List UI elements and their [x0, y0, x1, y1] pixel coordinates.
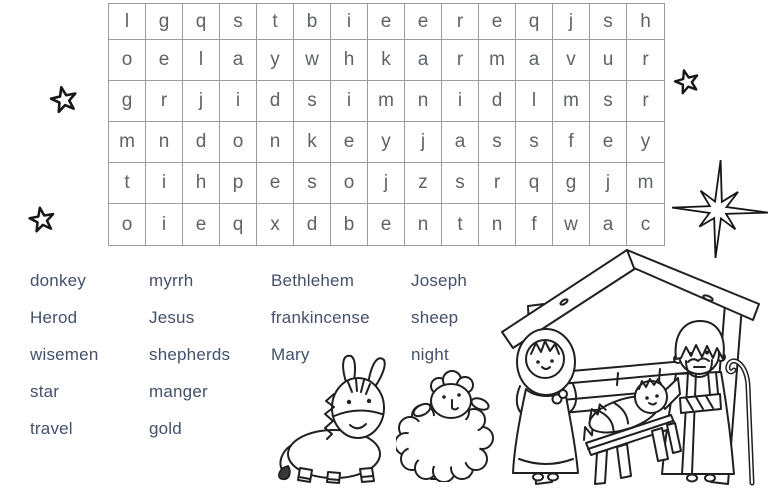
word-item: Mary [271, 344, 310, 364]
grid-cell[interactable]: v [553, 40, 590, 81]
grid-cell[interactable]: s [516, 122, 553, 163]
grid-cell[interactable]: r [627, 81, 664, 122]
small-star-right-icon [670, 65, 704, 99]
grid-cell[interactable]: i [220, 81, 257, 122]
grid-cell[interactable]: e [479, 4, 516, 40]
small-star-top-left-icon [47, 83, 81, 117]
grid-cell[interactable]: n [405, 204, 442, 245]
word-item: manger [149, 382, 208, 402]
grid-cell[interactable]: g [553, 163, 590, 204]
grid-cell[interactable]: w [294, 40, 331, 81]
grid-cell[interactable]: j [590, 163, 627, 204]
grid-cell[interactable]: a [516, 40, 553, 81]
grid-cell[interactable]: l [516, 81, 553, 122]
grid-cell[interactable]: r [442, 4, 479, 40]
grid-cell[interactable]: i [442, 81, 479, 122]
grid-cell[interactable]: b [331, 204, 368, 245]
grid-cell[interactable]: d [183, 122, 220, 163]
grid-cell[interactable]: m [109, 122, 146, 163]
grid-cell[interactable]: s [294, 81, 331, 122]
grid-cell[interactable]: e [368, 204, 405, 245]
grid-cell[interactable]: u [590, 40, 627, 81]
grid-cell[interactable]: e [368, 4, 405, 40]
grid-cell[interactable]: e [590, 122, 627, 163]
grid-cell[interactable]: r [146, 81, 183, 122]
word-item: frankincense [271, 307, 370, 327]
grid-cell[interactable]: i [146, 163, 183, 204]
word-item: myrrh [149, 270, 194, 290]
grid-cell[interactable]: a [590, 204, 627, 245]
word-search-grid [108, 3, 665, 246]
grid-cell[interactable]: s [294, 163, 331, 204]
grid-cell[interactable]: k [368, 40, 405, 81]
sheep-illustration [396, 366, 500, 482]
word-item: Bethlehem [271, 270, 355, 290]
word-list-column-4 [411, 262, 467, 374]
grid-cell[interactable]: o [220, 122, 257, 163]
grid-cell[interactable]: m [479, 40, 516, 81]
grid-cell[interactable]: i [331, 4, 368, 40]
word-item: donkey [30, 270, 87, 290]
word-item: travel [30, 419, 73, 439]
grid-cell[interactable]: n [479, 204, 516, 245]
grid-cell[interactable]: a [442, 122, 479, 163]
grid-cell[interactable]: h [627, 4, 664, 40]
grid-cell[interactable]: c [640, 213, 651, 235]
grid-cell[interactable]: m [368, 81, 405, 122]
grid-cell[interactable]: j [368, 163, 405, 204]
grid-cell[interactable]: h [331, 40, 368, 81]
grid-cell[interactable]: s [479, 122, 516, 163]
grid-cell[interactable]: j [183, 81, 220, 122]
grid-cell[interactable]: e [146, 40, 183, 81]
word-item: Herod [30, 307, 78, 327]
grid-cell[interactable]: g [146, 4, 183, 40]
grid-cell[interactable]: k [294, 122, 331, 163]
grid-cell[interactable]: r [442, 40, 479, 81]
grid-cell[interactable]: q [220, 204, 257, 245]
grid-cell[interactable]: h [183, 163, 220, 204]
word-item: gold [149, 419, 182, 439]
grid-cell[interactable]: d [294, 204, 331, 245]
grid-cell[interactable]: y [368, 122, 405, 163]
grid-cell[interactable]: i [146, 204, 183, 245]
grid-cell[interactable]: f [553, 122, 590, 163]
grid-cell[interactable]: y [257, 40, 294, 81]
grid-cell[interactable]: z [405, 163, 442, 204]
word-item: star [30, 382, 60, 402]
word-item: wisemen [30, 344, 99, 364]
grid-cell[interactable]: p [220, 163, 257, 204]
grid-cell[interactable]: q [516, 4, 553, 40]
small-star-bottom-left-icon [25, 203, 59, 237]
grid-cell[interactable]: e [331, 122, 368, 163]
grid-cell[interactable]: q [183, 4, 220, 40]
grid-cell[interactable]: s [590, 81, 627, 122]
grid-cell[interactable]: g [109, 81, 146, 122]
grid-cell[interactable]: l [183, 40, 220, 81]
grid-cell[interactable]: j [553, 4, 590, 40]
grid-cell[interactable]: e [257, 163, 294, 204]
word-item: Jesus [149, 307, 195, 327]
grid-cell[interactable]: d [479, 81, 516, 122]
grid-cell[interactable]: m [627, 163, 664, 204]
grid-cell[interactable]: d [257, 81, 294, 122]
grid-cell[interactable]: n [257, 122, 294, 163]
grid-cell[interactable]: a [220, 40, 257, 81]
grid-cell[interactable]: x [257, 204, 294, 245]
grid-cell[interactable]: o [109, 40, 146, 81]
grid-cell[interactable]: j [405, 122, 442, 163]
word-item: Joseph [411, 270, 468, 290]
grid-cell[interactable]: a [405, 40, 442, 81]
grid-cell[interactable]: f [516, 204, 553, 245]
nativity-illustration [500, 246, 768, 489]
grid-cell[interactable]: s [220, 4, 257, 40]
grid-cell[interactable]: n [146, 122, 183, 163]
grid-cell[interactable]: b [294, 4, 331, 40]
grid-cell[interactable]: r [479, 163, 516, 204]
word-list-column-2 [149, 262, 230, 448]
grid-cell[interactable]: s [442, 163, 479, 204]
grid-cell[interactable]: t [442, 204, 479, 245]
grid-cell[interactable]: n [405, 81, 442, 122]
donkey-illustration [276, 352, 396, 484]
grid-cell[interactable]: e [405, 4, 442, 40]
grid-cell[interactable]: t [257, 4, 294, 40]
grid-cell[interactable]: o [331, 163, 368, 204]
grid-cell[interactable]: t [109, 163, 146, 204]
grid-cell[interactable]: r [627, 40, 664, 81]
grid-cell[interactable]: l [109, 4, 146, 40]
word-item: shepherds [149, 344, 231, 364]
word-item: night [411, 344, 449, 364]
grid-cell[interactable]: o [109, 204, 146, 245]
word-list-column-1 [30, 262, 98, 448]
grid-cell[interactable]: q [516, 163, 553, 204]
grid-cell[interactable]: w [553, 204, 590, 245]
grid-cell[interactable]: i [331, 81, 368, 122]
grid-cell[interactable]: s [590, 4, 627, 40]
grid-cell[interactable]: m [553, 81, 590, 122]
word-item: sheep [411, 307, 459, 327]
grid-cell[interactable]: y [627, 122, 664, 163]
grid-cell[interactable]: e [183, 204, 220, 245]
